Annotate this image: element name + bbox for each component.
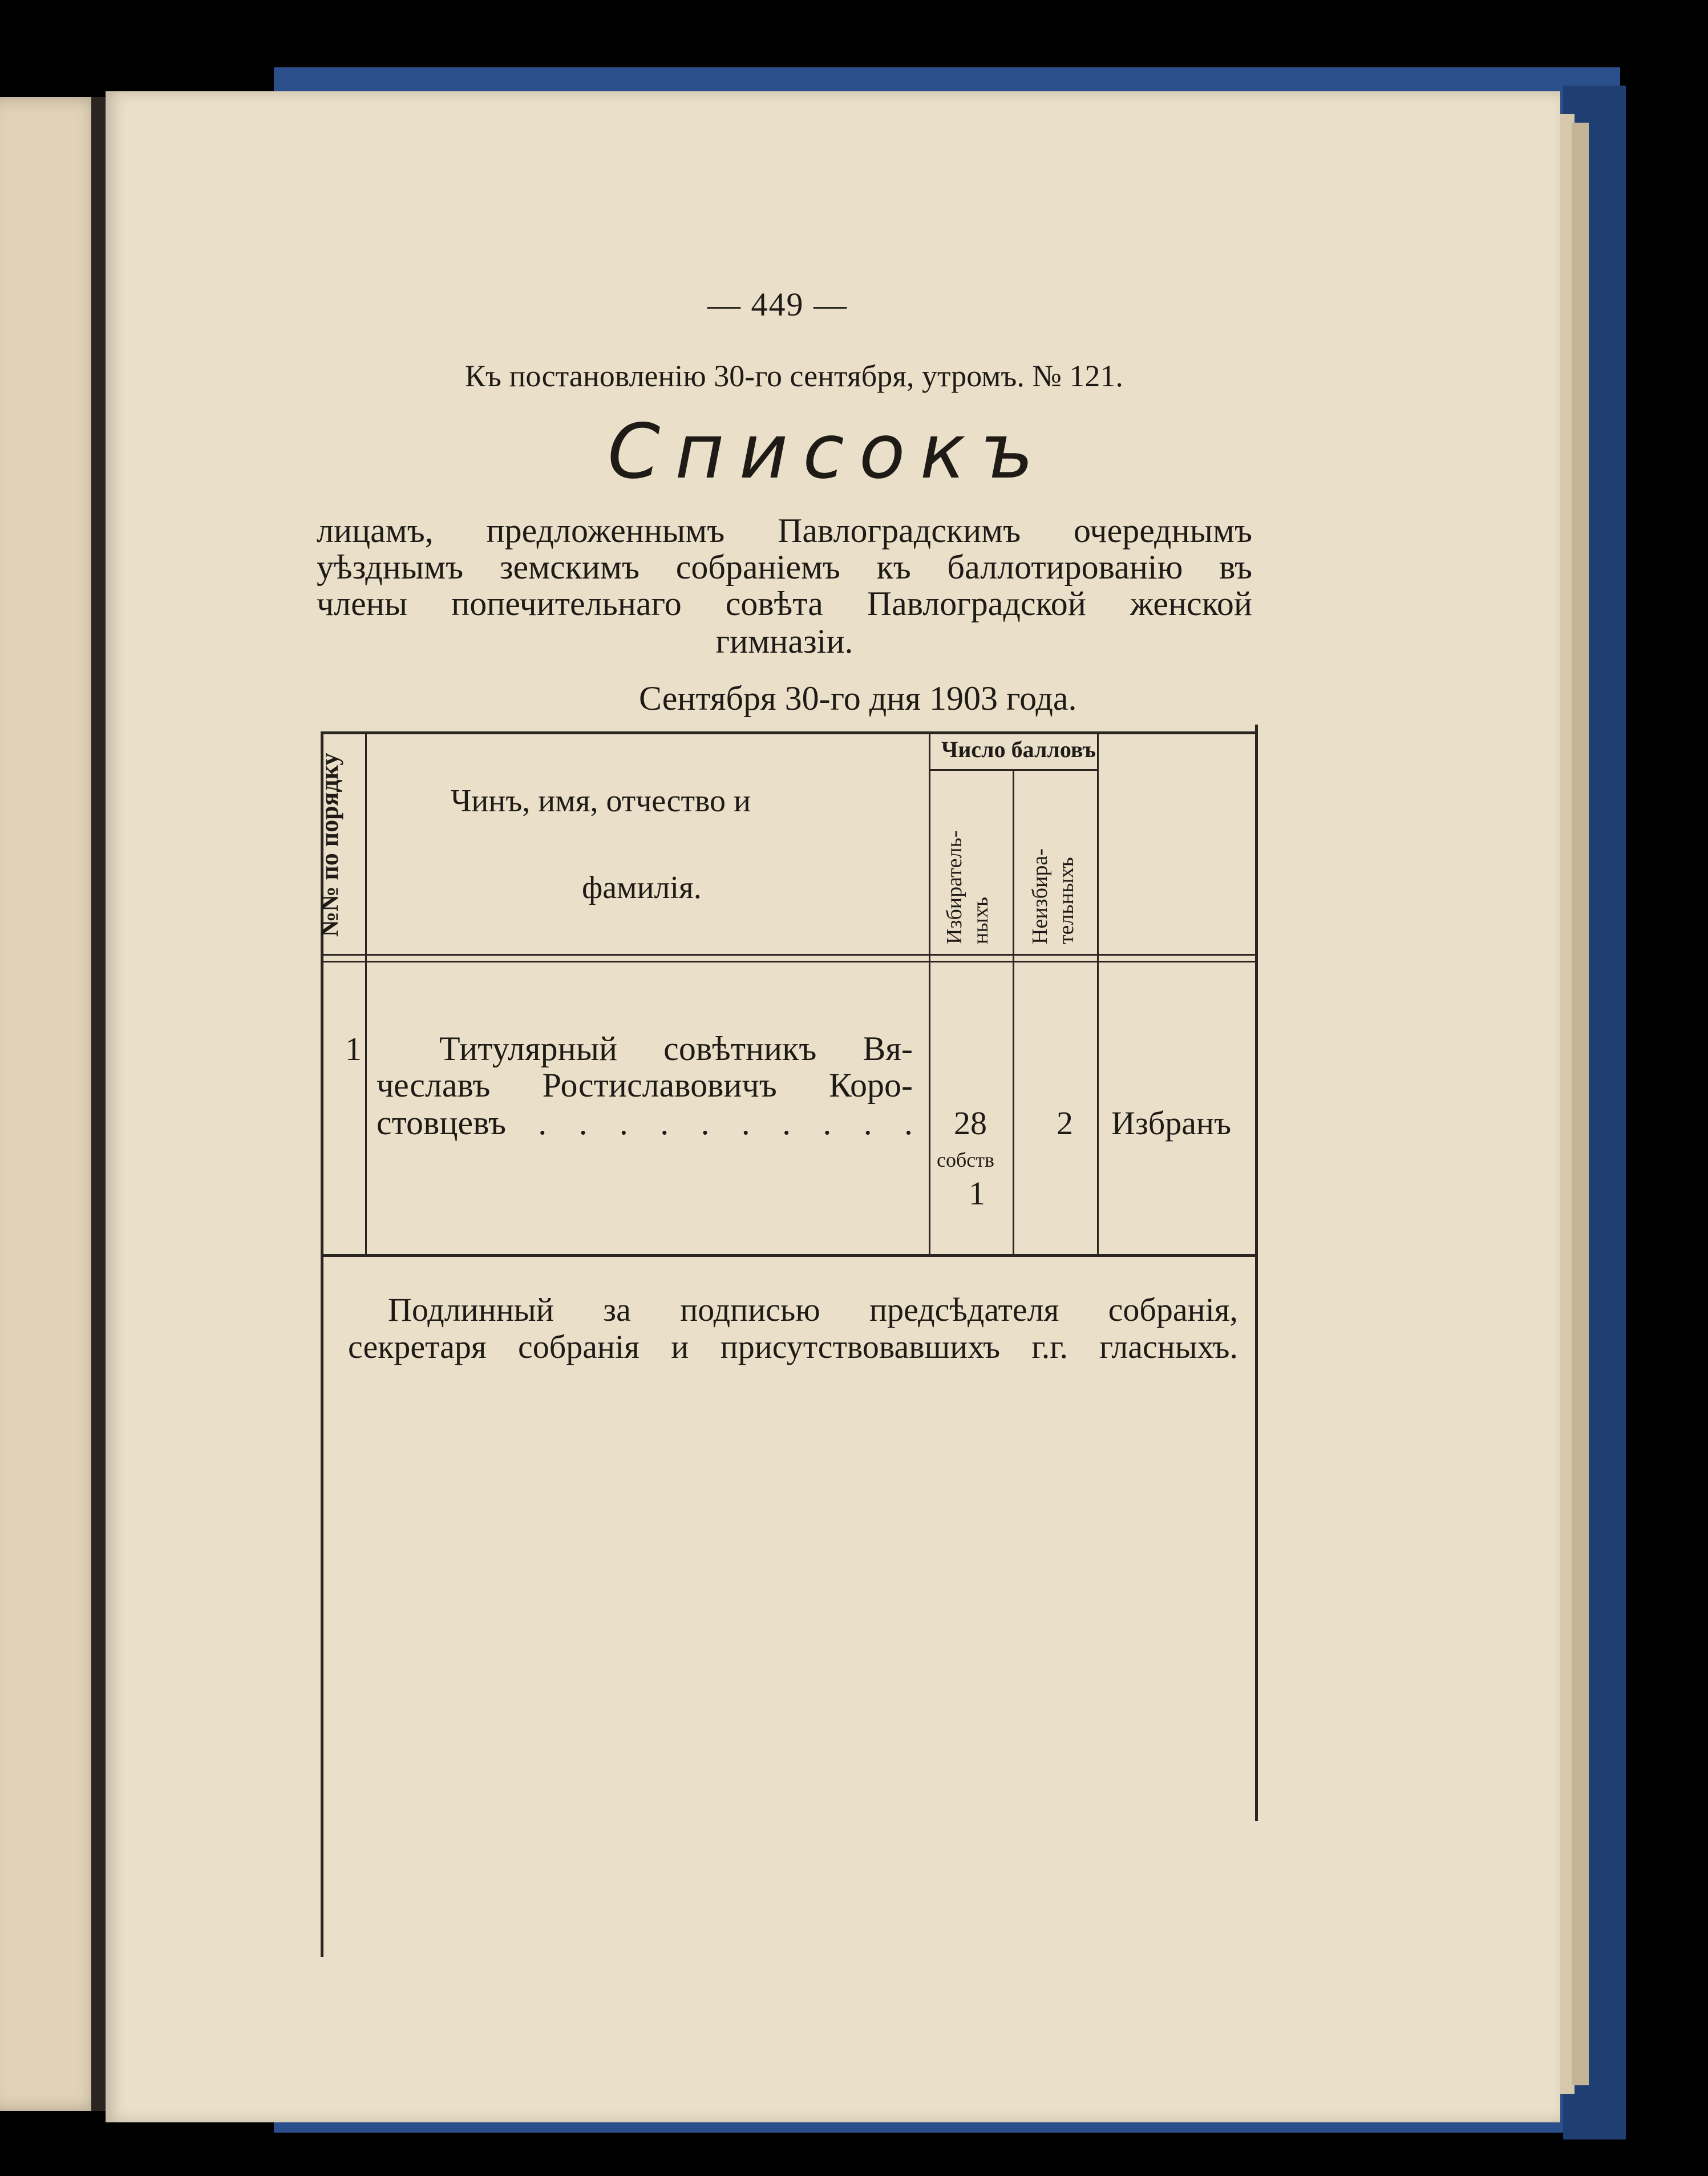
column-header-electoral-text: Избиратель- ныхъ (942, 830, 993, 944)
subtitle-line: члены попечительнаго совѣта Павлоградской женской (317, 585, 1252, 622)
row-name-line: Титулярный совѣтникъ Вя- (439, 1030, 913, 1067)
own-vote-label: собств (937, 1148, 995, 1171)
row-name-line: стовцевъ . . . . . . . . . . (377, 1104, 913, 1142)
reference-line: Къ постановленію 30-го сентября, утромъ. № 121. (465, 359, 1123, 393)
subtitle-line: лицамъ, предложеннымъ Павлоградскимъ очереднымъ (317, 512, 1252, 549)
date-line: Сентября 30-го дня 1903 года. (639, 680, 1077, 717)
page-edges-back (1572, 123, 1589, 2085)
subtitle-line: гимназіи. (715, 622, 853, 660)
document-title: Списокъ (608, 408, 1049, 496)
column-header-non-electoral (1027, 848, 1079, 944)
electoral-count: 28 (954, 1105, 987, 1142)
table-body-rule (321, 1254, 1257, 1257)
left-page (0, 97, 106, 2111)
column-header-non-electoral-text: Неизбира- тельныхъ (1028, 848, 1078, 944)
table-column-rule (365, 731, 367, 1256)
row-name-line: чеславъ Ростиславовичъ Коро- (377, 1066, 913, 1104)
table-column-rule (929, 731, 930, 1256)
column-header-number (315, 880, 349, 937)
row-number: 1 (345, 1030, 362, 1067)
footer-line: секретаря собранія и присутствовавшихъ г.г. гласныхъ. (348, 1328, 1238, 1365)
footer-line: Подлинный за подписью предсѣдателя собранія, (388, 1291, 1238, 1328)
page-number: — 449 — (707, 286, 848, 323)
table-column-rule (1097, 731, 1099, 1256)
own-vote-count: 1 (969, 1175, 985, 1212)
table-header-rule (321, 961, 1257, 962)
column-header-electoral (941, 831, 994, 944)
column-header-name: фамилія. (582, 870, 702, 905)
table-right-rule (1255, 725, 1258, 1821)
column-header-name: Чинъ, имя, отчество и (451, 783, 751, 819)
non-electoral-count: 2 (1057, 1105, 1073, 1142)
column-header-ballots: Число балловъ (941, 737, 1096, 762)
subtitle-line: уѣзднымъ земскимъ собраніемъ къ баллотированію въ (317, 548, 1252, 586)
table-group-rule (929, 769, 1098, 771)
table-header-rule (321, 954, 1257, 956)
table-top-rule (321, 731, 1257, 734)
table-column-rule (1013, 770, 1014, 1256)
result: Избранъ (1111, 1105, 1232, 1142)
